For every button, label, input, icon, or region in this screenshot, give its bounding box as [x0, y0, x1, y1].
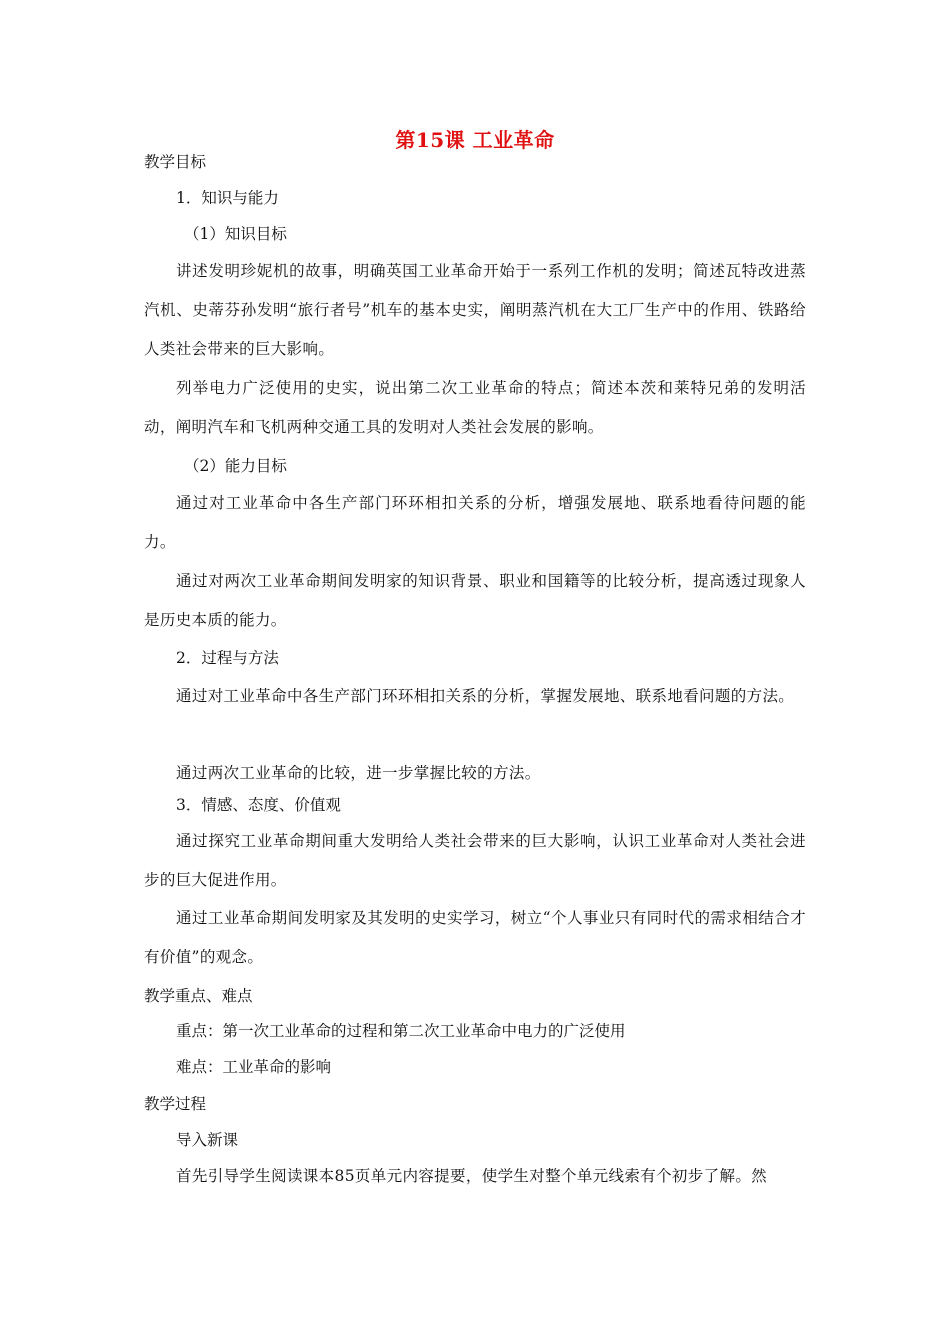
subheading-process-method: 2．过程与方法 [176, 649, 279, 667]
paragraph-process-1: 通过对工业革命中各生产部门环环相扣关系的分析，掌握发展地、联系地看问题的方法。 [176, 687, 795, 705]
subheading-knowledge-ability: 1．知识与能力 [176, 189, 279, 207]
difficult-point: 难点：工业革命的影响 [176, 1058, 332, 1076]
paragraph-values-1: 通过探究工业革命期间重大发明给人类社会带来的巨大影响，认识工业革命对人类社会进步的巨大促进作用。 [144, 832, 806, 889]
section-heading-objectives: 教学目标 [144, 153, 207, 171]
paragraph-knowledge-2: 列举电力广泛使用的史实，说出第二次工业革命的特点；简述本茨和莱特兄弟的发明活动，阐明汽车和飞机两种交通工具的发明对人类社会发展的影响。 [144, 379, 806, 436]
subheading-knowledge-goals: （1）知识目标 [184, 225, 287, 243]
paragraph-ability-1: 通过对工业革命中各生产部门环环相扣关系的分析，增强发展地、联系地看待问题的能力。 [144, 494, 806, 551]
key-point: 重点：第一次工业革命的过程和第二次工业革命中电力的广泛使用 [176, 1022, 626, 1040]
subheading-introduction: 导入新课 [176, 1131, 239, 1149]
paragraph-process-2: 通过两次工业革命的比较，进一步掌握比较的方法。 [176, 764, 541, 782]
paragraph-introduction: 首先引导学生阅读课本85页单元内容提要，使学生对整个单元线索有个初步了解。然 [176, 1167, 768, 1185]
paragraph-ability-2: 通过对两次工业革命期间发明家的知识背景、职业和国籍等的比较分析，提高透过现象人是历史本质的能力。 [144, 572, 806, 629]
section-heading-process: 教学过程 [144, 1095, 207, 1113]
section-heading-key-points: 教学重点、难点 [144, 987, 253, 1005]
subheading-ability-goals: （2）能力目标 [184, 457, 287, 475]
paragraph-knowledge-1: 讲述发明珍妮机的故事，明确英国工业革命开始于一系列工作机的发明；简述瓦特改进蒸汽机、史蒂芬孙发明“旅行者号”机车的基本史实，阐明蒸汽机在大工厂生产中的作用、铁路给人类社会带来的巨大影响。 [144, 262, 806, 358]
lesson-title: 第15课 工业革命 [395, 128, 555, 152]
subheading-emotion-values: 3．情感、态度、价值观 [176, 796, 341, 814]
paragraph-values-2: 通过工业革命期间发明家及其发明的史实学习，树立“个人事业只有同时代的需求相结合才有价值”的观念。 [144, 909, 806, 966]
